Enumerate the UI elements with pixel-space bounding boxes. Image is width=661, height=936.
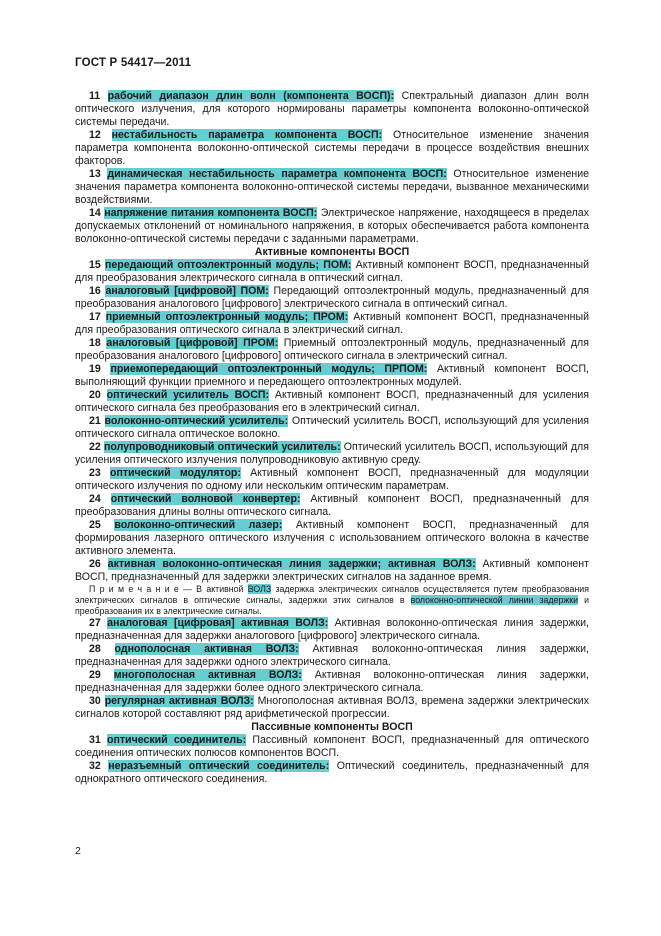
item-number: 20 (89, 389, 101, 401)
item-definition: Передающий оптоэлектронный модуль, предназначенный для преобразования аналогового [цифрового] электрического сигнала в оптический сигнал. (75, 285, 589, 310)
item-definition: Приемный оптоэлектронный модуль, предназначенный для преобразования аналогового [цифрового] оптического сигнала в электрический сигнал. (75, 337, 589, 362)
item-definition: Активная волоконно-оптическая линия задержки, предназначенная для задержки более одного электрического сигнала. (75, 669, 589, 694)
definition-item (75, 311, 589, 337)
item-definition: Относительное изменение значения параметра компонента волоконно-оптической системы передачи, вызванное механическими воздействиями. (75, 168, 589, 206)
item-definition: Многополосная активная ВОЛЗ, времена задержки электрических сигналов которой составляют ряд арифметической прогрессии. (75, 695, 589, 720)
note-text: и преобразования их в электрические сигналы. (75, 595, 589, 616)
item-term: нестабильность параметра компонента ВОСП: (111, 129, 383, 141)
definition-item (75, 363, 589, 389)
item-number: 23 (89, 467, 101, 479)
page-number: 2 (75, 845, 81, 857)
item-definition: Активная волоконно-оптическая линия задержки, предназначенная для задержки одного электрического сигнала. (75, 643, 589, 668)
item-number: 30 (89, 695, 101, 707)
item-number: 31 (89, 734, 101, 746)
item-term: аналоговый [цифровой] ПРОМ: (106, 337, 279, 349)
item-number: 13 (89, 168, 101, 180)
note-text: задержка электрических сигналов осуществляется путем преобразования электрических сигналов в оптические сигналы, задержки этих сигналов в (75, 584, 589, 605)
item-number: 22 (89, 441, 101, 453)
definition-item (75, 695, 589, 721)
item-number: 27 (89, 617, 101, 629)
definition-item (75, 519, 589, 558)
item-term: аналоговая [цифровая] активная ВОЛЗ: (107, 617, 329, 629)
note-highlighted-text: ВОЛЗ (247, 584, 272, 594)
item-definition: Активный компонент ВОСП, предназначенный для модуляции оптического излучения по одному или нескольким оптическим параметрам. (75, 467, 589, 492)
section-heading: Активные компоненты ВОСП (254, 246, 410, 258)
item-term: рабочий диапазон длин волн (компонента ВОСП): (107, 90, 395, 102)
item-definition: Оптический усилитель ВОСП, использующий для усиления оптического излучения полупроводниковую активную среду. (75, 441, 589, 466)
definition-item (75, 669, 589, 695)
item-number: 19 (89, 363, 101, 375)
item-number: 26 (89, 558, 101, 570)
item-number: 25 (89, 519, 101, 531)
item-number: 28 (89, 643, 101, 655)
section-heading: Пассивные компоненты ВОСП (251, 721, 413, 733)
item-definition: Активный компонент ВОСП, предназначенный для преобразования длины волны оптического сигнала. (75, 493, 590, 518)
item-definition: Пассивный компонент ВОСП, предназначенный для оптического соединения оптических полюсов компонентов ВОСП. (75, 734, 589, 759)
document-body (75, 90, 589, 786)
definition-item (75, 259, 589, 285)
item-number: 12 (89, 129, 101, 141)
item-term: оптический волновой конвертер: (110, 493, 301, 505)
item-term: оптический соединитель: (107, 734, 247, 746)
definition-item (75, 558, 589, 584)
item-term: передающий оптоэлектронный модуль; ПОМ: (104, 259, 352, 271)
definition-item (75, 90, 589, 129)
definition-item (75, 415, 589, 441)
item-definition: Активный компонент ВОСП, предназначенный для усиления оптического сигнала без преобразования его в электрический сигнал. (75, 389, 589, 414)
item-definition: Активная волоконно-оптическая линия задержки, предназначенная для задержки аналогового [цифрового] электрического сигнала. (75, 617, 589, 642)
note-highlighted-text: волоконно-оптической линии задержки (410, 595, 579, 605)
item-definition: Активный компонент ВОСП, предназначенный для формирования лазерного оптического излучения с использованием оптического волокна в качестве активного элемента. (75, 519, 589, 557)
definition-item (75, 441, 589, 467)
definition-item (75, 207, 589, 246)
item-term: регулярная активная ВОЛЗ: (104, 695, 254, 707)
item-number: 32 (89, 760, 101, 772)
definition-item (75, 467, 589, 493)
item-definition: Относительное изменение значения параметра компонента волоконно-оптической системы передачи в процессе воздействия внешних факторов. (75, 129, 589, 167)
definition-item (75, 493, 589, 519)
item-term: полупроводниковый оптический усилитель: (103, 441, 341, 453)
item-term: волоконно-оптический лазер: (114, 519, 283, 531)
definition-item (75, 337, 589, 363)
item-number: 11 (89, 90, 101, 102)
item-term: оптический усилитель ВОСП: (106, 389, 270, 401)
note-text: П р и м е ч а н и е — В активной (89, 584, 248, 594)
item-term: активная волоконно-оптическая линия задержки; активная ВОЛЗ: (107, 558, 476, 570)
item-number: 16 (89, 285, 101, 297)
item-number: 18 (89, 337, 101, 349)
item-definition: Активный компонент ВОСП, выполняющий функции приемного и передающего оптоэлектронных модулей. (75, 363, 589, 388)
item-term: неразъемный оптический соединитель: (108, 760, 330, 772)
item-term: многополосная активная ВОЛЗ: (113, 669, 302, 681)
item-number: 29 (89, 669, 101, 681)
item-definition: Спектральный диапазон длин волн оптического излучения, для которого нормированы параметры компонента волоконно-оптической системы передачи. (75, 90, 589, 128)
item-definition: Оптический усилитель ВОСП, использующий для усиления оптического сигнала оптическое волокно. (75, 415, 589, 440)
item-number: 14 (89, 207, 101, 219)
item-definition: Активный компонент ВОСП, предназначенный для преобразования оптического сигнала в электрический сигнал. (75, 311, 589, 336)
definition-item (75, 643, 589, 669)
item-number: 24 (89, 493, 101, 505)
definition-item (75, 617, 589, 643)
item-number: 21 (89, 415, 101, 427)
item-term: однополосная активная ВОЛЗ: (114, 643, 299, 655)
item-term: оптический модулятор: (109, 467, 241, 479)
item-definition: Оптический соединитель, предназначенный для однократного оптического соединения. (75, 760, 590, 785)
document-header: ГОСТ Р 54417—2011 (75, 57, 192, 69)
definition-item (75, 389, 589, 415)
definition-item (75, 285, 589, 311)
item-term: приемопередающий оптоэлектронный модуль; ПРПОМ: (110, 363, 428, 375)
item-number: 17 (89, 311, 101, 323)
item-term: приемный оптоэлектронный модуль; ПРОМ: (105, 311, 349, 323)
item-term: аналоговый [цифровой] ПОМ: (105, 285, 269, 297)
item-definition: Электрическое напряжение, находящееся в пределах допускаемых отклонений от номинального напряжения, в которых обеспечивается работа компонента волоконно-оптической системы передачи с заданными параметрами. (75, 207, 589, 245)
item-term: волоконно-оптический усилитель: (104, 415, 289, 427)
item-number: 15 (89, 259, 101, 271)
definition-item (75, 168, 589, 207)
note (75, 584, 589, 617)
definition-item (75, 129, 589, 168)
item-definition: Активный компонент ВОСП, предназначенный для преобразования электрического сигнала в оптический сигнал. (75, 259, 589, 284)
item-term: напряжение питания компонента ВОСП: (104, 207, 318, 219)
definition-item (75, 734, 589, 760)
item-term: динамическая нестабильность параметра компонента ВОСП: (107, 168, 447, 180)
item-definition: Активный компонент ВОСП, предназначенный для задержки электрических сигналов на заданное время. (75, 558, 590, 583)
definition-item (75, 760, 589, 786)
